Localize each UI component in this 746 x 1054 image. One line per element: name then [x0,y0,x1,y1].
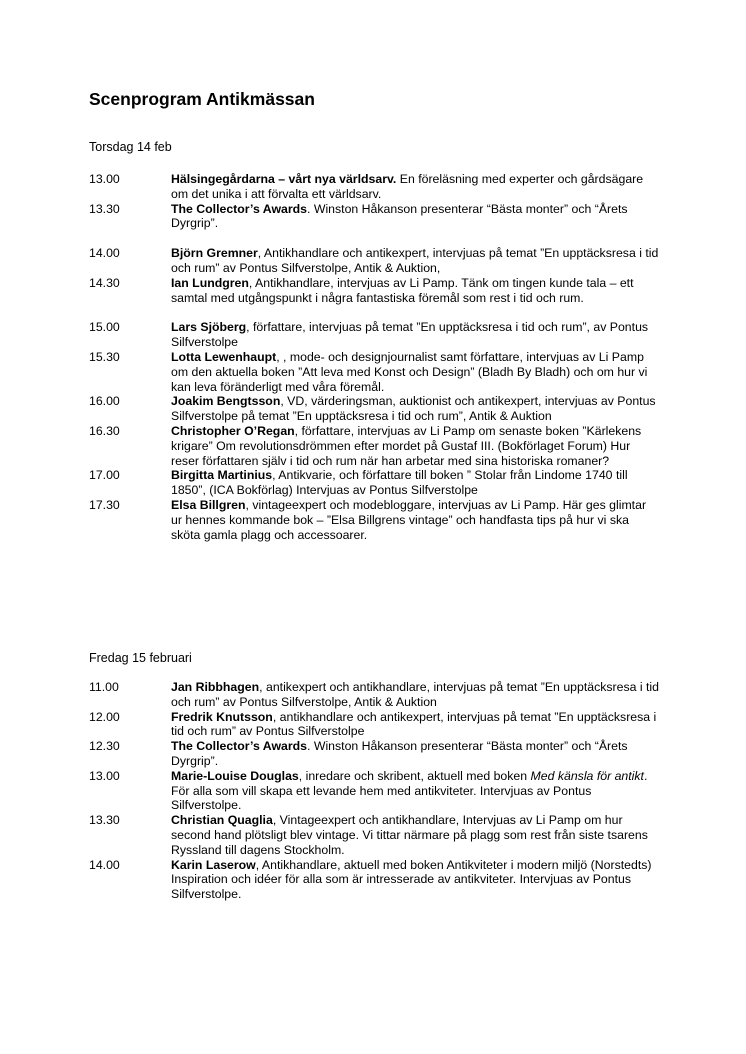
entry-name: Lotta Lewenhaupt [171,349,277,364]
entry-description: , Antikhandlare och antikexpert, intervjuas på temat ”En upptäcksresa i tid och rum” av Pontus Silfverstolpe, Antik & Auktion, [171,246,659,275]
entry-description: En föreläsning med experter och gårdsägare om det unika i att förvalta ett världsarv. [171,172,644,201]
entry-description: , antikhandlare och antikexpert, intervjuas på temat ”En upptäcksresa i tid och rum” av Pontus Silfverstolpe [171,709,657,739]
entry-description: , Antikvarie, och författare till boken ” Stolar från Lindome 1740 till 1850”, (ICA Bokförlag) Intervjuas av Pontus Silfverstolpe [171,468,628,498]
schedule-entry [89,813,659,857]
entry-time: 14.00 [89,857,120,872]
schedule-entry [89,320,659,350]
schedule-entry [89,710,659,740]
entry-name: Ian Lundgren [171,275,249,290]
entry-description: . Winston Håkanson presenterar “Bästa monter” och “Årets Dyrgrip”. [171,201,628,231]
entry-time: 14.30 [89,275,120,290]
schedule-entry [89,202,659,232]
entry-name: Christian Quaglia [171,813,273,828]
schedule-entry [89,394,659,424]
entry-name: Birgitta Martinius [171,468,273,483]
entry-name: Björn Gremner [171,246,258,261]
schedule-thursday [89,172,659,542]
page-title: Scenprogram Antikmässan [89,89,315,109]
schedule-entry [89,680,659,710]
schedule-entry [89,468,659,498]
entry-name: Christopher O’Regan [171,423,295,438]
entry-time: 16.30 [89,423,120,438]
entry-name: Fredrik Knutsson [171,709,273,724]
day-heading-thursday: Torsdag 14 feb [89,140,172,154]
entry-time: 13.30 [89,201,120,216]
entry-time: 17.30 [89,497,120,512]
schedule-entry [89,276,659,306]
entry-description: , Vintageexpert och antikhandlare, Intervjuas av Li Pamp om hur second hand plötsligt blev vintage. Vi tittar närmare på plagg som rest från siste tsarens Ryssland till dagens Stockholm. [171,813,648,857]
entry-time: 14.00 [89,246,120,261]
schedule-entry [89,424,659,468]
entry-name: Karin Laserow [171,857,256,872]
entry-time: 13.00 [89,768,120,783]
entry-description: , VD, värderingsman, auktionist och antikexpert, intervjuas av Pontus Silfverstolpe på temat ”En upptäcksresa i tid och rum”, Antik & Auktion [171,394,656,424]
schedule-entry [89,246,659,276]
entry-name: The Collector’s Awards [171,201,307,216]
entry-description: , vintageexpert och modebloggare, intervjuas av Li Pamp. Här ges glimtar ur hennes kommande bok – ”Elsa Billgrens vintage” och handfasta tips på hur vi ska sköta gamla plagg och accessoarer. [171,497,647,542]
schedule-entry [89,350,659,394]
entry-time: 13.00 [89,172,120,186]
entry-time: 12.30 [89,739,120,754]
schedule-entry [89,858,659,902]
entry-description-continued: . För alla som vill skapa ett levande hem med antikviteter. Intervjuas av Pontus Silfverstolpe. [171,768,648,813]
schedule-entry [89,769,659,813]
entry-name: Marie-Louise Douglas [171,768,299,783]
schedule-entry [89,498,659,542]
entry-time: 15.30 [89,349,120,364]
entry-description: , inredare och skribent, aktuell med boken [298,768,531,783]
entry-description: , författare, intervjuas på temat ”En upptäcksresa i tid och rum”, av Pontus Silfverstolpe [171,320,649,350]
entry-time: 17.00 [89,468,120,483]
day-heading-friday: Fredag 15 februari [89,651,192,665]
entry-name: The Collector’s Awards [171,739,307,754]
entry-name: Lars Sjöberg [171,320,247,335]
entry-name: Elsa Billgren [171,497,246,512]
schedule-entry [89,172,659,202]
schedule-entry [89,739,659,769]
entry-time: 11.00 [89,680,119,694]
schedule-friday [89,680,659,902]
entry-description: , Antikhandlare, intervjuas av Li Pamp. Tänk om tingen kunde tala – ett samtal med utgångspunkt i några fantastiska föremål som rest i tid och rum. [171,275,634,305]
entry-name: Jan Ribbhagen [171,680,260,694]
entry-description: , författare, intervjuas av Li Pamp om senaste boken ”Kärlekens krigare” Om revolutionsdrömmen efter mordet på Gustaf III. (Bokförlaget Forum) Hur reser författaren själv i tid och rum när han arbetar med sina historiska romaner? [171,423,642,468]
entry-description: , Antikhandlare, aktuell med boken Antikviteter i modern miljö (Norstedts) Inspiration och idéer för alla som är intresserade av antikviteter. Intervjuas av Pontus Silfverstolpe. [171,857,652,902]
entry-time: 16.00 [89,394,120,409]
entry-description: , antikexpert och antikhandlare, intervjuas på temat ”En upptäcksresa i tid och rum” av Pontus Silfverstolpe, Antik & Auktion [171,680,660,709]
entry-time: 15.00 [89,320,120,335]
book-title: Med känsla för antikt [530,768,644,783]
entry-time: 12.00 [89,709,120,724]
entry-description: , , mode- och designjournalist samt författare, intervjuas av Li Pamp om den aktuella boken ”Att leva med Konst och Design” (Bladh By Bladh) och om hur vi kan leva föränderligt med våra föremål. [171,349,648,394]
entry-description: . Winston Håkanson presenterar “Bästa monter” och “Årets Dyrgrip”. [171,739,628,768]
entry-name: Hälsingegårdarna – vårt nya världsarv. [171,172,397,186]
entry-time: 13.30 [89,813,120,828]
entry-name: Joakim Bengtsson [171,394,281,409]
